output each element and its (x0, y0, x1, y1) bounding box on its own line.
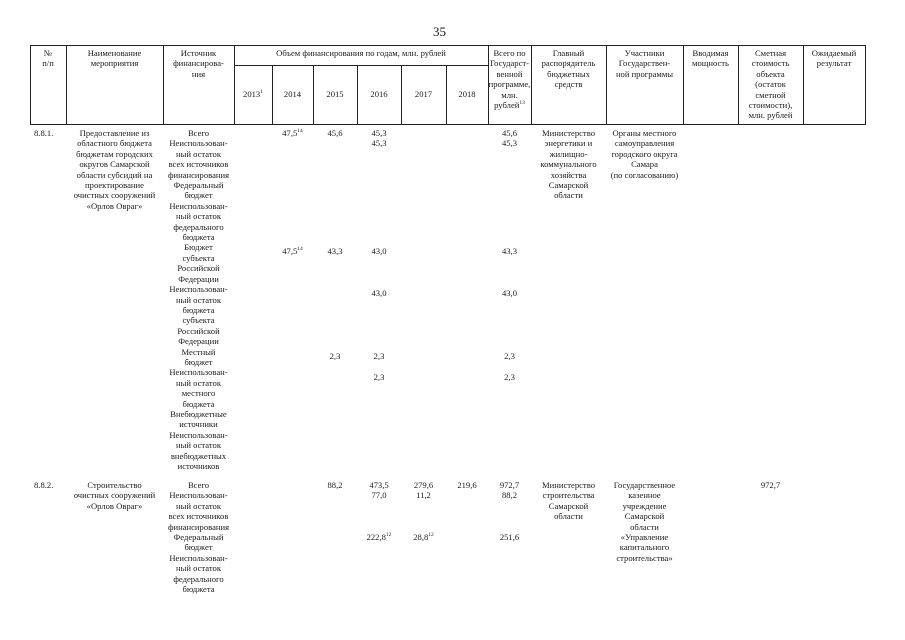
row-8-8-1-participants: Органы местного самоуправления городского округа Самара (по согласованию) (610, 128, 679, 180)
value-cell: 43,0 (371, 246, 387, 256)
header-capacity: Вводимая мощность (692, 48, 729, 69)
header-estimate: Сметная стоимость объекта (остаток сметной стоимости), млн. рублей (748, 48, 793, 121)
header-total: Всего по Государст- венной программе, млн. рублей$^{13}$ (488, 48, 531, 111)
header-year-2018: 2018 (458, 89, 476, 99)
header-year-2015: 2015 (326, 89, 344, 99)
row-8-8-1-name: Предоставление из областного бюджета бюджетам городских округов Самарской области субсидий на проектирование очистных сооружений «Орлов Овраг» (73, 128, 156, 211)
header-year-2013: 2013$^1$ (243, 89, 263, 99)
value-cell: 11,2 (416, 490, 431, 500)
value-cell: 2,3 (329, 351, 341, 361)
row-8-8-1-number: 8.8.1. (34, 128, 54, 138)
header-source: Источник финансирова- ния (173, 48, 224, 79)
value-cell: 45,6 (501, 128, 518, 138)
value-cell: 43,3 (501, 246, 518, 256)
row-8-8-1-admin: Министерство энергетики и жилищно- коммунального хозяйства Самарской области (540, 128, 597, 201)
row-8-8-2-sources: Всего Неиспользован- ный остаток всех источников финансирования Федеральный бюджет Неиспользован- ный остаток федерального бюджета (167, 480, 230, 595)
header-year-2017: 2017 (414, 89, 433, 99)
value-cell: 279,6 (413, 480, 434, 490)
value-cell: 47,5$^{14}$ (282, 246, 303, 256)
value-cell: 77,0 (371, 490, 387, 500)
row-8-8-2-number: 8.8.2. (34, 480, 54, 490)
row-8-8-2-name: Строительство очистных сооружений «Орлов Овраг» (73, 480, 156, 511)
page-number: 35 (433, 24, 446, 39)
value-cell: 2,3 (373, 372, 385, 382)
value-cell: 28,8$^{12}$ (413, 532, 434, 542)
value-cell: 47,5$^{14}$ (282, 128, 303, 138)
value-cell: 88,2 (501, 490, 518, 500)
value-cell: 43,3 (327, 246, 343, 256)
row-8-8-2-admin: Министерство строительства Самарской области (542, 480, 595, 522)
header-admin: Главный распорядитель бюджетных средств (541, 48, 596, 90)
row-8-8-1-sources: Всего Неиспользован- ный остаток всех источников финансирования Федеральный бюджет Неиспользован- ный остаток федерального бюджета Бюджет субъекта Российской Федерации Неиспользован- ный остаток бюджета субъекта Российской Федерации Местный бюджет Неиспользован- ный остаток местного бюджета Внебюджетные источники Неиспользован- ный остаток внебюджетных источников (167, 128, 230, 471)
value-cell: 2,3 (373, 351, 385, 361)
value-cell: 43,0 (501, 288, 518, 298)
header-name: Наименование мероприятия (87, 48, 142, 69)
header-result: Ожидаемый результат (811, 48, 857, 69)
value-cell: 222,8$^{12}$ (366, 532, 392, 542)
header-year-2016: 2016 (370, 89, 388, 99)
value-cell: 2,3 (504, 372, 515, 382)
header-number: № п/п (42, 48, 54, 69)
value-cell: 88,2 (327, 480, 343, 490)
value-cell: 972,7 (499, 480, 520, 490)
value-cell: 43,0 (371, 288, 387, 298)
value-cell: 251,6 (499, 532, 520, 542)
value-cell: 2,3 (504, 351, 515, 361)
header-participants: Участники Государствен- ной программы (615, 48, 674, 79)
value-cell: 45,6 (327, 128, 343, 138)
header-funding: Объем финансирования по годам, млн. рублей (276, 48, 446, 58)
value-cell: 219,6 (457, 480, 477, 490)
row-8-8-2-participants: Государственное казенное учреждение Самарской области «Управление капитального строительства» (613, 480, 676, 563)
value-cell: 45,3 (371, 128, 387, 138)
value-cell: 45,3 (501, 138, 518, 148)
value-cell: 45,3 (371, 138, 387, 148)
header-year-2014: 2014 (283, 89, 302, 99)
estimate-value: 972,7 (760, 480, 781, 490)
value-cell: 473,5 (369, 480, 389, 490)
